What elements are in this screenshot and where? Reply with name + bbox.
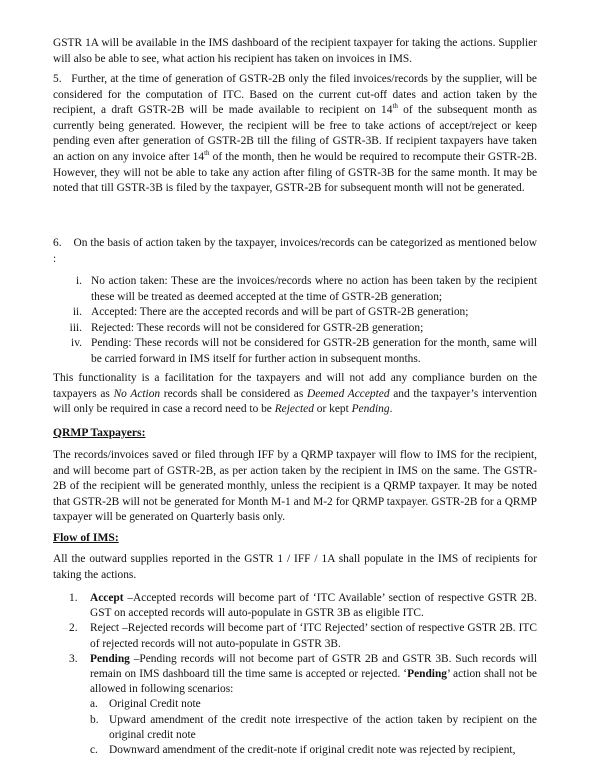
paragraph-facilitation	[53, 371, 537, 418]
list-item	[90, 713, 537, 743]
paragraph-text: ’ action shall not be allowed in following scenarios:	[90, 668, 537, 696]
paragraph-flow	[53, 552, 537, 583]
list-item-text: Original Credit note	[109, 698, 201, 711]
list-number: 2.	[69, 622, 78, 635]
paragraph-text: or kept	[313, 403, 352, 416]
list-item	[69, 652, 537, 758]
list-number: i.	[75, 275, 82, 287]
paragraph-text: of the month, then he would be required to recompute their GSTR-2B. However, they will not be able to take any action after filing of GSTR-3B for the same month. It may be noted that till GSTR-3B is filed by the taxpayer, GSTR-2B for subsequent month will not be generated.	[53, 150, 537, 195]
list-item-text: Accepted: There are the accepted records and will be part of GSTR-2B generation;	[91, 306, 469, 319]
paragraph-text: 5. Further, at the time of generation of GSTR-2B only the filed invoices/records by the supplier, will be considered for the computation of ITC. Based on the current cut-off dates and action taken by the recipient, a draft GSTR-2B will be made available to recipient on 14	[53, 73, 537, 117]
list-item-text: No action taken: These are the invoices/records where no action has been taken by the recipient these will be treated as deemed accepted at the time of GSTR-2B generation;	[91, 275, 537, 303]
list-item-text: Upward amendment of the credit note irrespective of the action taken by recipient on the original credit note	[109, 713, 537, 741]
superscript: th	[204, 149, 210, 158]
list-item	[90, 743, 537, 758]
paragraph-text: All the outward supplies reported in the GSTR 1 / IFF / 1A shall populate in the IMS of recipients for taking the actions.	[53, 553, 537, 581]
list-letter: c.	[90, 744, 98, 757]
list-item-text: Downward amendment of the credit-note if original credit note was rejected by recipient,	[109, 744, 516, 757]
list-item	[90, 697, 537, 712]
emphasis: Deemed Accepted	[306, 387, 390, 400]
list-item	[53, 274, 537, 305]
list-item-text	[90, 621, 537, 651]
paragraph-text: records shall be considered as	[160, 387, 307, 400]
paragraph-qrmp	[53, 448, 537, 526]
bold-term: Pending	[90, 652, 130, 665]
paragraph-text: –Accepted records will become part of ‘ITC Available’ section of respective GSTR 2B. GST on accepted records will auto-populate in GSTR 3B as eligible ITC.	[90, 592, 537, 620]
paragraph-6	[53, 236, 537, 267]
emphasis: Rejected	[274, 403, 314, 416]
paragraph-text: –Pending records will not become part of GSTR 2B and GSTR 3B. Such records will remain on IMS dashboard till the time same is accepted or rejected. ‘	[90, 652, 537, 681]
list-item-text: Pending: These records will not be considered for GSTR-2B generation for the month, same will be carried forward in IMS itself for further action in subsequent months.	[91, 337, 537, 365]
list-item	[69, 591, 537, 621]
paragraph-text: 6. On the basis of action taken by the taxpayer, invoices/records can be categorized as mentioned below :	[53, 237, 537, 265]
list-item-text	[90, 652, 537, 758]
list-number: 3.	[69, 652, 78, 665]
flow-list	[69, 591, 537, 758]
paragraph-5	[53, 72, 537, 197]
bold-term: Pending	[407, 668, 447, 681]
paragraph-gstr1a-intro	[53, 36, 537, 67]
list-item	[69, 621, 537, 651]
paragraph-text: The records/invoices saved or filed through IFF by a QRMP taxpayer will flow to IMS for the recipient, and will become part of GSTR-2B, as per action taken by the recipient in IMS on the same. The GSTR-2B of the recipient will be generated monthly, unless the recipient is a QRMP taxpayer. It may be noted that GSTR-2B will not be generated for Month M-1 and M-2 for QRMP taxpayer. GSTR-2B for a QRMP taxpayer will be generated on Quarterly basis only.	[53, 449, 537, 524]
emphasis: No Action	[113, 387, 161, 400]
heading-qrmp: QRMP Taxpayers:	[53, 426, 146, 439]
paragraph-text: of the subsequent month as currently being generated. However, the recipient will be free to take actions of accept/reject or keep pending even after generation of GSTR-2B till the filing of GSTR-3B. If recipient taxpayers have taken an action on any invoice after 14	[53, 104, 537, 163]
paragraph-text: GSTR 1A will be available in the IMS dashboard of the recipient taxpayer for taking the actions. Supplier will also be able to see, what action his recipient has taken on invoices in IMS.	[53, 37, 537, 65]
bold-term: Accept	[90, 592, 124, 604]
heading-flow: Flow of IMS:	[53, 531, 119, 544]
list-letter: b.	[90, 713, 99, 726]
list-item-text	[90, 591, 537, 621]
list-letter: a.	[90, 698, 98, 711]
list-item	[53, 305, 537, 321]
paragraph-text: Reject –Rejected records will become part of ‘ITC Rejected’ section of respective GSTR 2B. ITC of rejected records will not auto-populate in GSTR 3B.	[90, 622, 537, 650]
list-item	[53, 321, 537, 337]
list-number: iv.	[71, 337, 82, 350]
list-number: ii.	[72, 306, 82, 319]
list-item	[53, 336, 537, 367]
list-number: iii.	[69, 321, 82, 334]
list-number: 1.	[69, 592, 78, 604]
paragraph-text: and the taxpayer’s intervention will only be required in case a record need to be	[53, 387, 538, 416]
pending-scenarios-list	[90, 697, 537, 758]
paragraph-text: This functionality is a facilitation for the taxpayers and will not add any compliance burden on the taxpayers as	[53, 372, 537, 400]
superscript: th	[392, 102, 398, 111]
list-item-text: Rejected: These records will not be considered for GSTR-2B generation;	[91, 321, 424, 334]
categories-list	[53, 274, 537, 368]
paragraph-text: .	[389, 403, 393, 416]
emphasis: Pending	[351, 403, 390, 416]
